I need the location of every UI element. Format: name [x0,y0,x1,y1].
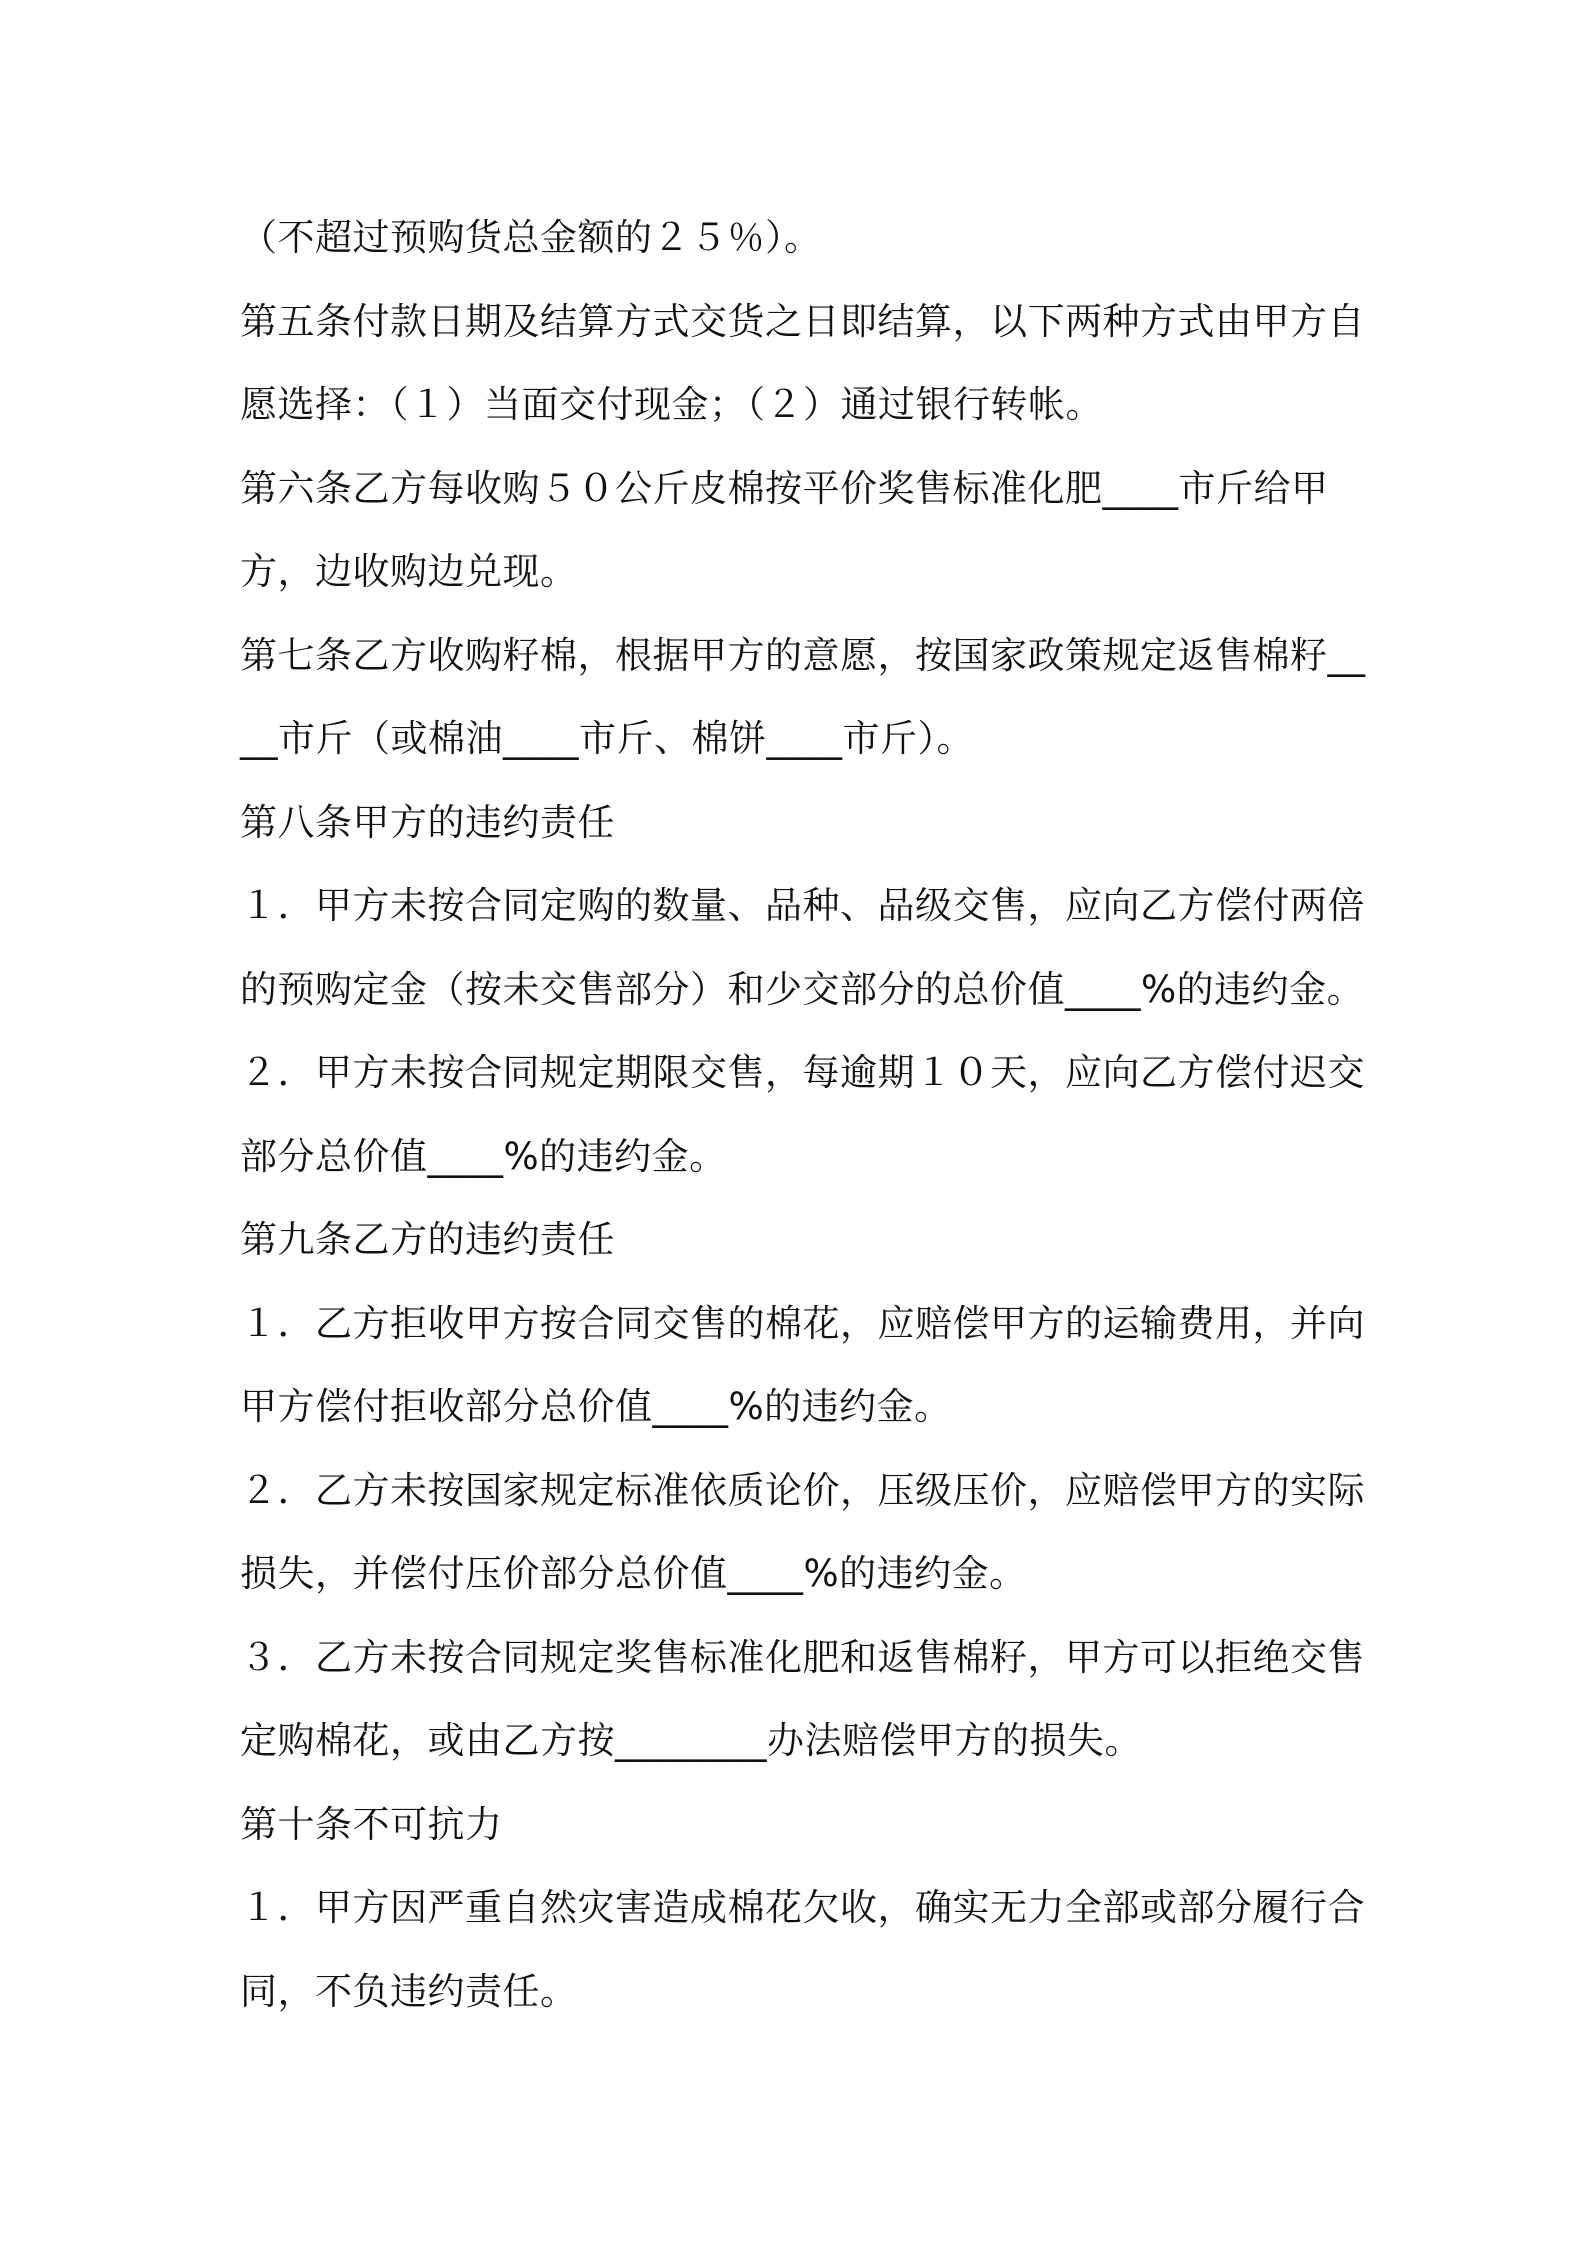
text-line: __市斤（或棉油____市斤、棉饼____市斤）。 [240,717,974,760]
text-line: １．甲方未按合同定购的数量、品种、品级交售，应向乙方偿付两倍 [240,884,1365,927]
text-line: 部分总价值____%的违约金。 [240,1134,727,1178]
text-line: 定购棉花，或由乙方按________办法赔偿甲方的损失。 [240,1719,1142,1762]
text-line: 同，不负违约责任。 [240,1969,578,2013]
section-heading: 第八条甲方的违约责任 [240,800,615,844]
text-line: 愿选择：（１）当面交付现金；（２）通过银行转帐。 [240,383,1103,426]
text-line: 的预购定金（按未交售部分）和少交部分的总价值____%的违约金。 [240,967,1365,1011]
text-line: １．甲方因严重自然灾害造成棉花欠收，确实无力全部或部分履行合 [240,1886,1365,1929]
text-line: 方，边收购边兑现。 [240,550,578,593]
text-line: 第七条乙方收购籽棉，根据甲方的意愿，按国家政策规定返售棉籽__ [240,633,1366,677]
contract-text [240,196,1366,2033]
text-line: 甲方偿付拒收部分总价值____%的违约金。 [240,1385,952,1428]
text-line: 损失，并偿付压价部分总价值____%的违约金。 [240,1552,1027,1595]
text-line: 第六条乙方每收购５０公斤皮棉按平价奖售标准化肥____市斤给甲 [240,466,1329,510]
text-line: （不超过预购货总金额的２５％）。 [240,216,822,259]
text-line: ２．乙方未按国家规定标准依质论价，压级压价，应赔偿甲方的实际 [240,1468,1365,1512]
text-line: １．乙方拒收甲方按合同交售的棉花，应赔偿甲方的运输费用，并向 [240,1301,1365,1345]
section-heading: 第十条不可抗力 [240,1802,503,1846]
text-line: ２．甲方未按合同规定期限交售，每逾期１０天，应向乙方偿付迟交 [240,1051,1365,1094]
text-line: ３．乙方未按合同规定奖售标准化肥和返售棉籽，甲方可以拒绝交售 [240,1635,1365,1679]
text-line: 第五条付款日期及结算方式交货之日即结算，以下两种方式由甲方自 [240,299,1365,343]
section-heading: 第九条乙方的违约责任 [240,1218,615,1261]
